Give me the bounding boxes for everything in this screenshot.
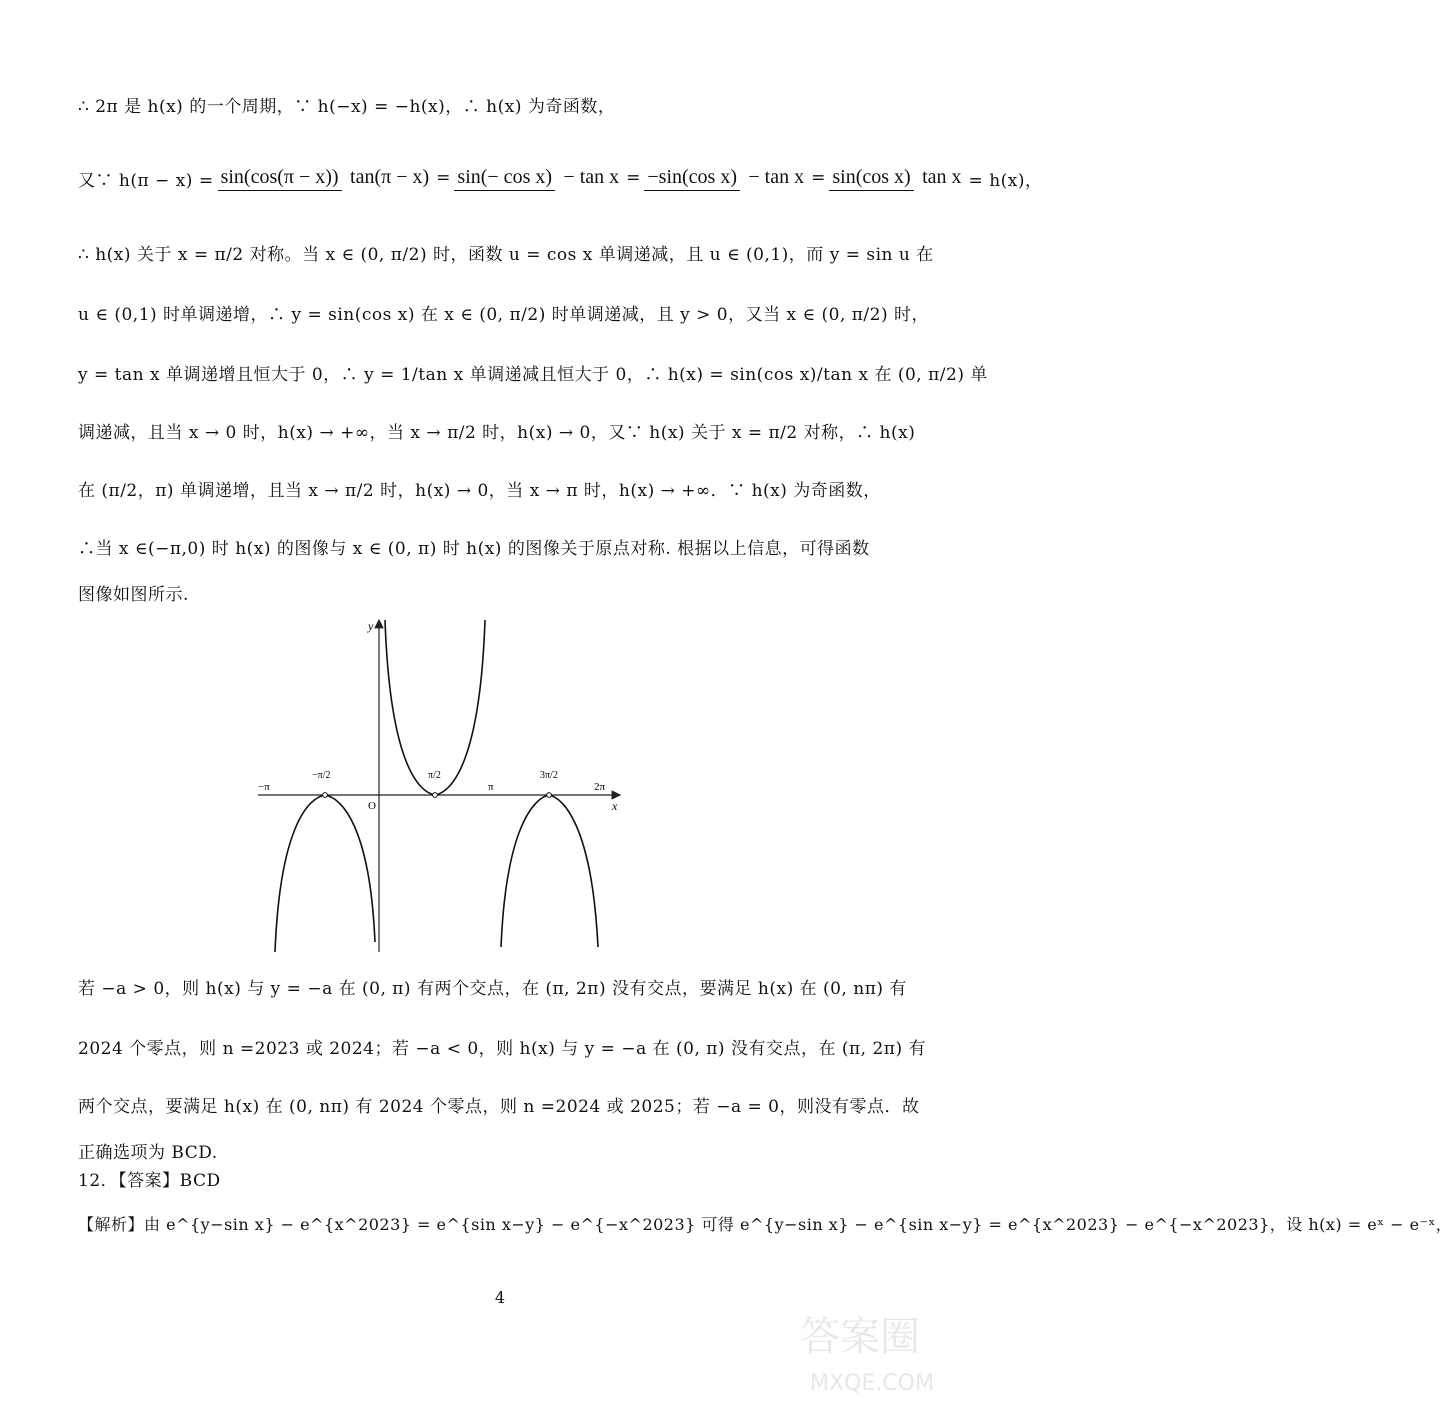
fraction-2-numerator: sin(− cos x) — [454, 166, 555, 191]
text-line-3 — [78, 240, 934, 265]
origin-label: O — [368, 800, 376, 812]
text-line-1 — [78, 92, 922, 117]
fraction-3-denominator: − tan x — [748, 166, 805, 188]
line-7-text: 在 (π/2，π) 单调递增，且当 x → π/2 时，h(x) → 0，当 x → π 时，h(x) → +∞．∵ h(x) 为奇函数， — [78, 481, 881, 501]
text-line-12 — [78, 1092, 922, 1117]
tick-label-two-pi: 2π — [594, 781, 606, 793]
watermark-logo — [780, 1300, 980, 1400]
tick-label-three-half-pi: 3π/2 — [540, 770, 558, 781]
x-axis-label: x — [612, 799, 618, 813]
fraction-2-denominator: − tan x — [563, 166, 620, 188]
point-half-pi — [433, 793, 438, 798]
curve-branch-right — [501, 795, 598, 947]
text-line-14 — [78, 1166, 922, 1191]
page-number: 4 — [494, 1288, 506, 1307]
tick-label-neg-pi: −π — [258, 781, 270, 793]
y-axis-label: y — [368, 619, 374, 633]
line-1-text: ∴ 2π 是 h(x) 的一个周期，∵ h(−x) = −h(x)，∴ h(x) 为奇函数， — [78, 97, 616, 117]
tick-label-pi: π — [488, 781, 494, 793]
line-4-text: u ∈ (0,1) 时单调递增，∴ y = sin(cos x) 在 x ∈ (0, π/2) 时单调递减，且 y > 0，又当 x ∈ (0, π/2) 时， — [78, 305, 930, 325]
function-graph — [258, 612, 638, 957]
fraction-1-numerator: sin(cos(π − x)) — [218, 166, 342, 191]
equals-sign: = — [811, 168, 826, 188]
tick-label-neg-half-pi: −π/2 — [312, 770, 331, 781]
svg-text:MXQE.COM: MXQE.COM — [810, 1371, 934, 1396]
line-9-text: 图像如图所示. — [78, 585, 189, 605]
curve-branch-left — [275, 795, 375, 952]
text-line-8 — [78, 534, 922, 559]
fraction-3-numerator: −sin(cos x) — [644, 166, 740, 191]
line-3-text: ∴ h(x) 关于 x = π/2 对称。当 x ∈ (0, π/2) 时，函数 u = cos x 单调递减，且 u ∈ (0,1)，而 y = sin u 在 — [78, 245, 934, 265]
text-line-9 — [78, 580, 922, 605]
fraction-4-numerator: sin(cos x) — [829, 166, 913, 191]
line-2-lead: 又∵ h(π − x) = — [78, 170, 214, 191]
tick-label-half-pi: π/2 — [428, 770, 441, 781]
line-11-text: 2024 个零点，则 n =2023 或 2024；若 −a < 0，则 h(x) 与 y = −a 在 (0, π) 没有交点，在 (π, 2π) 有 — [78, 1039, 927, 1059]
line-2-tail: = h(x)， — [968, 170, 1043, 191]
fraction-2 — [454, 165, 622, 191]
line-13-text: 正确选项为 BCD. — [78, 1143, 218, 1163]
point-three-half-pi — [547, 793, 552, 798]
line-15-text: 【解析】由 e^{y−sin x} − e^{x^2023} = e^{sin x−y} − e^{−x^2023} 可得 e^{y−sin x} − e^{sin x−y} = e^{x^2023} − e^{−x^2023}，设 h(x) = eˣ − e⁻ˣ， — [78, 1215, 1452, 1234]
line-8-text: ∴当 x ∈(−π,0) 时 h(x) 的图像与 x ∈ (0, π) 时 h(x) 的图像关于原点对称. 根据以上信息，可得函数 — [78, 539, 870, 559]
equals-sign: = — [436, 168, 451, 188]
fraction-3 — [644, 165, 807, 191]
text-line-5 — [78, 360, 988, 385]
fraction-1-denominator: tan(π − x) — [350, 166, 430, 188]
text-line-7 — [78, 476, 922, 501]
text-line-15 — [78, 1212, 1452, 1235]
line-10-text: 若 −a > 0，则 h(x) 与 y = −a 在 (0, π) 有两个交点，在 (π, 2π) 没有交点，要满足 h(x) 在 (0, nπ) 有 — [78, 979, 907, 999]
point-neg-half-pi — [323, 793, 328, 798]
line-5-text: y = tan x 单调递增且恒大于 0，∴ y = 1/tan x 单调递减且恒大于 0，∴ h(x) = sin(cos x)/tan x 在 (0, π/2) 单 — [78, 365, 988, 385]
line-14-text: 12．【答案】BCD — [78, 1171, 221, 1191]
fraction-1 — [218, 165, 433, 191]
text-line-11 — [78, 1034, 927, 1059]
svg-text:答案圈: 答案圈 — [800, 1314, 920, 1360]
text-line-13 — [78, 1138, 922, 1163]
text-line-2 — [78, 148, 1043, 208]
fraction-4-denominator: tan x — [922, 166, 962, 188]
fraction-4 — [829, 165, 964, 191]
line-6-text: 调递减，且当 x → 0 时，h(x) → +∞，当 x → π/2 时，h(x) → 0，又∵ h(x) 关于 x = π/2 对称，∴ h(x) — [78, 423, 916, 443]
text-line-6 — [78, 418, 922, 443]
line-12-text: 两个交点，要满足 h(x) 在 (0, nπ) 有 2024 个零点，则 n =2024 或 2025；若 −a = 0，则没有零点．故 — [78, 1097, 920, 1117]
curve-branch-upper — [385, 620, 485, 795]
equals-sign: = — [626, 168, 641, 188]
text-line-4 — [78, 300, 930, 325]
text-line-10 — [78, 974, 922, 999]
